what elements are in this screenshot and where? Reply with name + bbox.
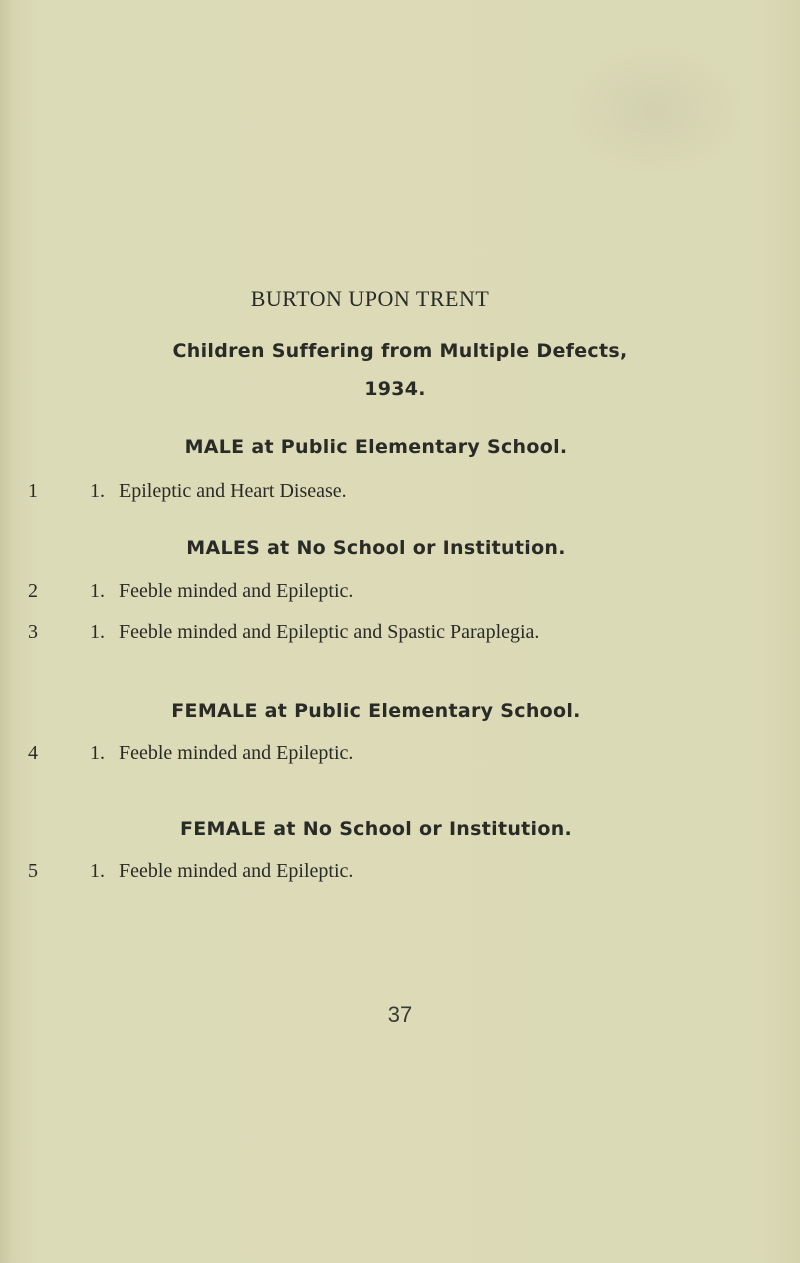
row-number: 1 bbox=[28, 480, 38, 502]
row-description: Feeble minded and Epileptic. bbox=[119, 580, 354, 602]
row-description: Feeble minded and Epileptic and Spastic Paraplegia. bbox=[119, 621, 540, 643]
section-heading: MALES at No School or Institution. bbox=[186, 537, 566, 559]
row-description: Feeble minded and Epileptic. bbox=[119, 742, 354, 764]
page-number: 37 bbox=[387, 1002, 413, 1027]
town-heading: BURTON UPON TRENT bbox=[250, 286, 490, 311]
row-count: 1. bbox=[90, 621, 105, 643]
section-heading: MALE at Public Elementary School. bbox=[184, 436, 568, 458]
row-number: 2 bbox=[28, 580, 38, 602]
row-count: 1. bbox=[90, 580, 105, 602]
section-heading: FEMALE at No School or Institution. bbox=[179, 818, 573, 840]
row-description: Epileptic and Heart Disease. bbox=[119, 480, 347, 502]
row-count: 1. bbox=[90, 742, 105, 764]
row-count: 1. bbox=[90, 860, 105, 882]
row-number: 4 bbox=[28, 742, 38, 764]
show-through-mark bbox=[560, 40, 750, 180]
document-title: Children Suffering from Multiple Defects, bbox=[172, 340, 628, 362]
section-heading: FEMALE at Public Elementary School. bbox=[171, 700, 581, 722]
row-number: 5 bbox=[28, 860, 38, 882]
row-number: 3 bbox=[28, 621, 38, 643]
row-description: Feeble minded and Epileptic. bbox=[119, 860, 354, 882]
document-year: 1934. bbox=[364, 378, 426, 400]
row-count: 1. bbox=[90, 480, 105, 502]
